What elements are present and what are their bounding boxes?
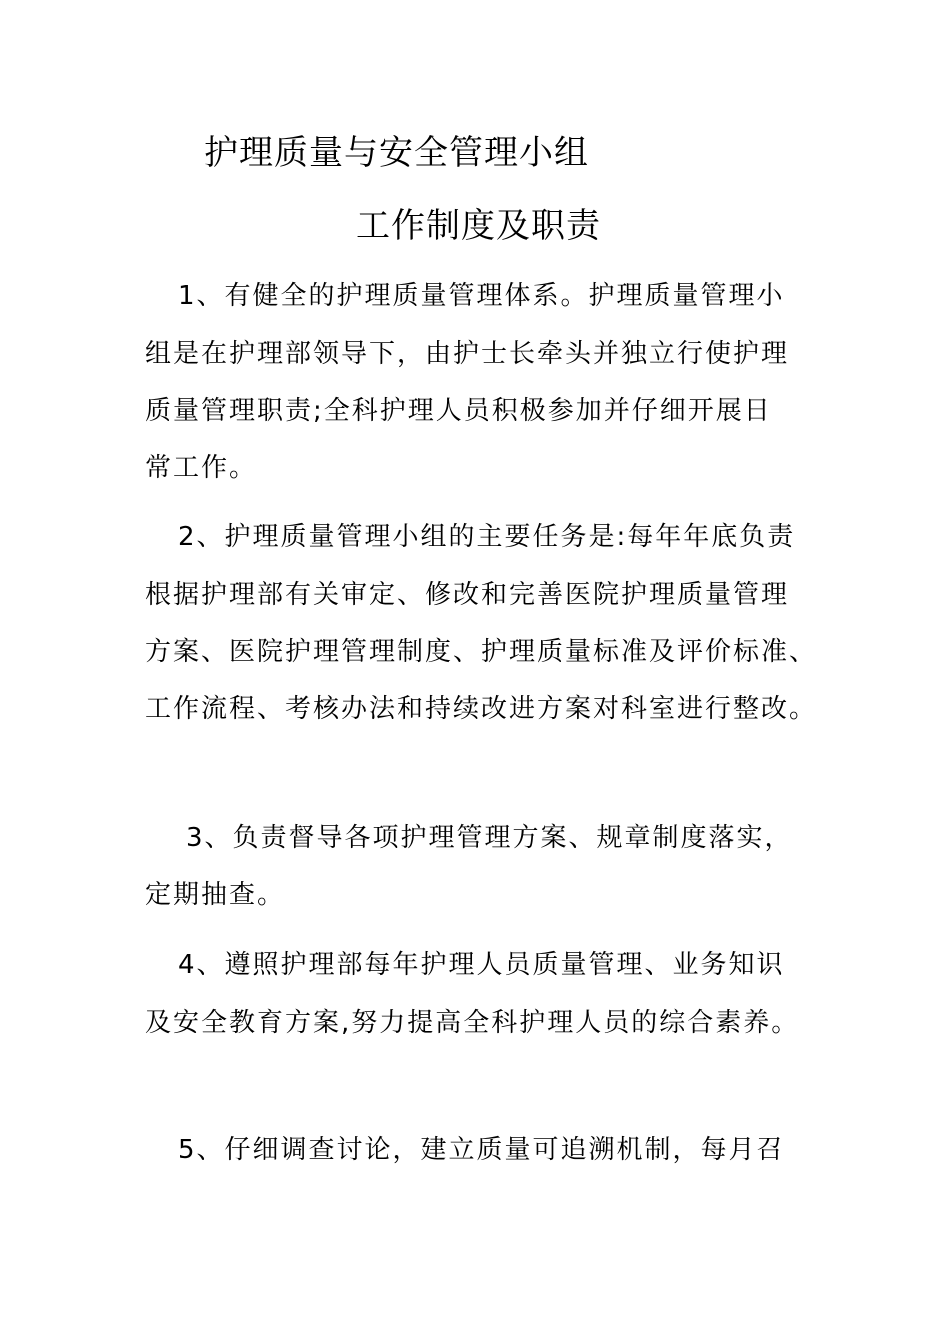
paragraph-1-line-3: 质量管理职责;全科护理人员积极参加并仔细开展日 bbox=[145, 396, 772, 426]
paragraph-1-line-4: 常工作。 bbox=[145, 453, 258, 483]
paragraph-2-line-2: 根据护理部有关审定、修改和完善医院护理质量管理 bbox=[145, 580, 790, 610]
paragraph-2-line-1: 2、护理质量管理小组的主要任务是:每年年底负责 bbox=[178, 522, 796, 552]
document-title-line-2: 工作制度及职责 bbox=[356, 206, 601, 246]
paragraph-1-line-2: 组是在护理部领导下，由护士长牵头并独立行使护理 bbox=[145, 339, 790, 369]
paragraph-4-line-2: 及安全教育方案,努力提高全科护理人员的综合素养。 bbox=[145, 1008, 800, 1038]
paragraph-5-line-1: 5、仔细调查讨论，建立质量可追溯机制，每月召 bbox=[178, 1135, 785, 1165]
paragraph-4-line-1: 4、遵照护理部每年护理人员质量管理、业务知识 bbox=[178, 950, 785, 980]
paragraph-3-line-2: 定期抽查。 bbox=[145, 880, 286, 910]
document-title-line-1: 护理质量与安全管理小组 bbox=[204, 133, 589, 173]
paragraph-2-line-3: 方案、医院护理管理制度、护理质量标准及评价标准、 bbox=[145, 637, 818, 667]
paragraph-3-line-1: 3、负责督导各项护理管理方案、规章制度落实， bbox=[186, 823, 793, 853]
paragraph-1-line-1: 1、有健全的护理质量管理体系。护理质量管理小 bbox=[178, 281, 785, 311]
paragraph-2-line-4: 工作流程、考核办法和持续改进方案对科室进行整改。 bbox=[145, 694, 818, 724]
